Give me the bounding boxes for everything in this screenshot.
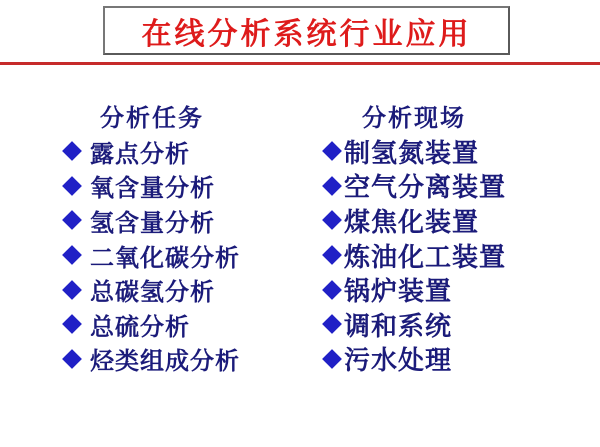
list-item-label: 总硫分析 bbox=[90, 313, 190, 341]
list-item bbox=[62, 134, 240, 169]
diamond-bullet-icon bbox=[322, 176, 342, 196]
list-item bbox=[62, 169, 240, 204]
list-item bbox=[322, 238, 506, 273]
column-header-sites: 分析现场 bbox=[362, 105, 466, 132]
diamond-bullet-icon bbox=[322, 349, 342, 369]
list-item-label: 露点分析 bbox=[90, 140, 190, 168]
list-item-label: 烃类组成分析 bbox=[90, 348, 240, 376]
list-item-label: 煤焦化装置 bbox=[344, 206, 480, 237]
list-item bbox=[322, 307, 506, 342]
list-item-label: 调和系统 bbox=[344, 310, 453, 341]
list-item-label: 污水处理 bbox=[344, 345, 453, 376]
list-item bbox=[62, 203, 240, 238]
diamond-bullet-icon bbox=[62, 245, 82, 265]
diamond-bullet-icon bbox=[62, 349, 82, 369]
diamond-bullet-icon bbox=[322, 280, 342, 300]
list-item bbox=[322, 134, 506, 169]
list-item bbox=[62, 238, 240, 273]
list-item bbox=[322, 272, 506, 307]
list-item-label: 氢含量分析 bbox=[90, 209, 215, 237]
list-item bbox=[322, 342, 506, 377]
column-analysis-tasks bbox=[62, 98, 240, 376]
title-box bbox=[103, 6, 510, 55]
slide-title: 在线分析系统行业应用 bbox=[141, 17, 472, 51]
list-item-label: 制氢氮装置 bbox=[344, 137, 480, 168]
list-item-label: 氧含量分析 bbox=[90, 175, 215, 203]
diamond-bullet-icon bbox=[62, 280, 82, 300]
column-header-tasks: 分析任务 bbox=[100, 105, 204, 132]
list-item-label: 二氧化碳分析 bbox=[90, 244, 240, 272]
list-item bbox=[62, 342, 240, 377]
diamond-bullet-icon bbox=[62, 210, 82, 230]
diamond-bullet-icon bbox=[62, 141, 82, 161]
diamond-bullet-icon bbox=[322, 314, 342, 334]
list-item-label: 炼油化工装置 bbox=[344, 241, 507, 272]
list-item bbox=[62, 307, 240, 342]
list-item-label: 总碳氢分析 bbox=[90, 279, 215, 307]
list-item-label: 锅炉装置 bbox=[344, 276, 453, 307]
column-analysis-sites bbox=[322, 98, 506, 376]
diamond-bullet-icon bbox=[322, 141, 342, 161]
red-divider-line bbox=[0, 62, 600, 65]
diamond-bullet-icon bbox=[62, 314, 82, 334]
list-item bbox=[62, 272, 240, 307]
list-item bbox=[322, 169, 506, 204]
list-item-label: 空气分离装置 bbox=[344, 172, 507, 203]
list-item bbox=[322, 203, 506, 238]
diamond-bullet-icon bbox=[322, 210, 342, 230]
diamond-bullet-icon bbox=[62, 176, 82, 196]
diamond-bullet-icon bbox=[322, 245, 342, 265]
